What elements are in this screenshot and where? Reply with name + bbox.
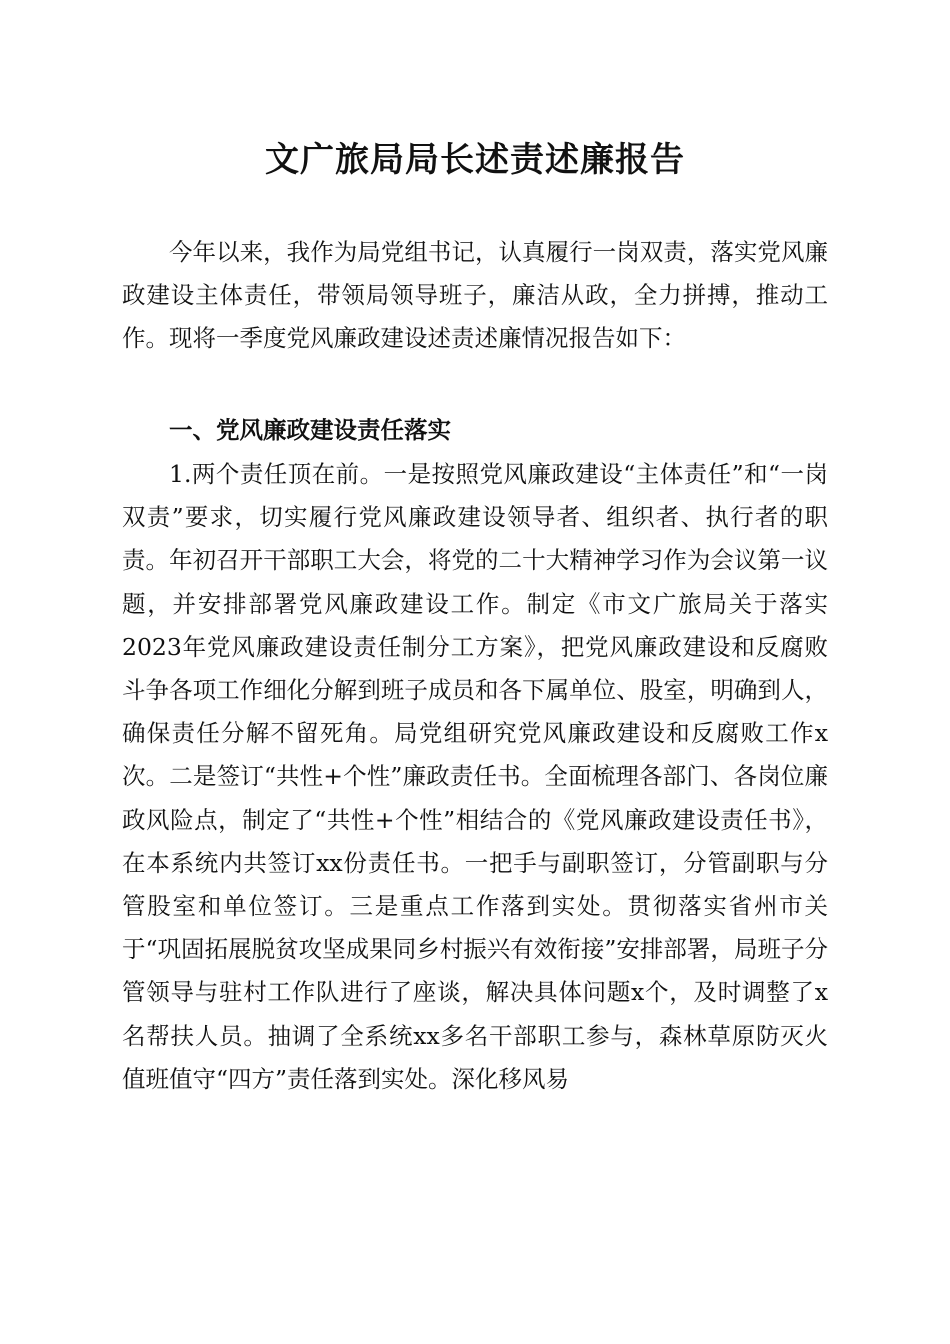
section-1-paragraph-1: 1.两个责任顶在前。一是按照党风廉政建设“主体责任”和“一岗双责”要求，切实履行党风廉政建设领导者、组织者、执行者的职责。年初召开干部职工大会，将党的二十大精神学习作为会议第一议题，并安排部署党风廉政建设工作。制定《市文广旅局关于落实2023年党风廉政建设责任制分工方案》，把党风廉政建设和反腐败斗争各项工作细化分解到班子成员和各下属单位、股室，明确到人，确保责任分解不留死角。局党组研究党风廉政建设和反腐败工作x次。二是签订“共性+个性”廉政责任书。全面梳理各部门、各岗位廉政风险点，制定了“共性+个性”相结合的《党风廉政建设责任书》，在本系统内共签订xx份责任书。一把手与副职签订，分管副职与分管股室和单位签订。三是重点工作落到实处。贯彻落实省州市关于“巩固拓展脱贫攻坚成果同乡村振兴有效衔接”安排部署，局班子分管领导与驻村工作队进行了座谈，解决具体问题x个，及时调整了x名帮扶人员。抽调了全系统xx多名干部职工参与，森林草原防灭火值班值守“四方”责任落到实处。深化移风易 xyxy=(122,460,828,1093)
document-title: 文广旅局局长述责述廉报告 xyxy=(265,140,685,180)
section-heading-1: 一、党风廉政建设责任落实 xyxy=(169,416,451,444)
intro-paragraph: 今年以来，我作为局党组书记，认真履行一岗双责，落实党风廉政建设主体责任，带领局领导班子，廉洁从政，全力拼搏，推动工作。现将一季度党风廉政建设述责述廉情况报告如下： xyxy=(122,238,828,353)
